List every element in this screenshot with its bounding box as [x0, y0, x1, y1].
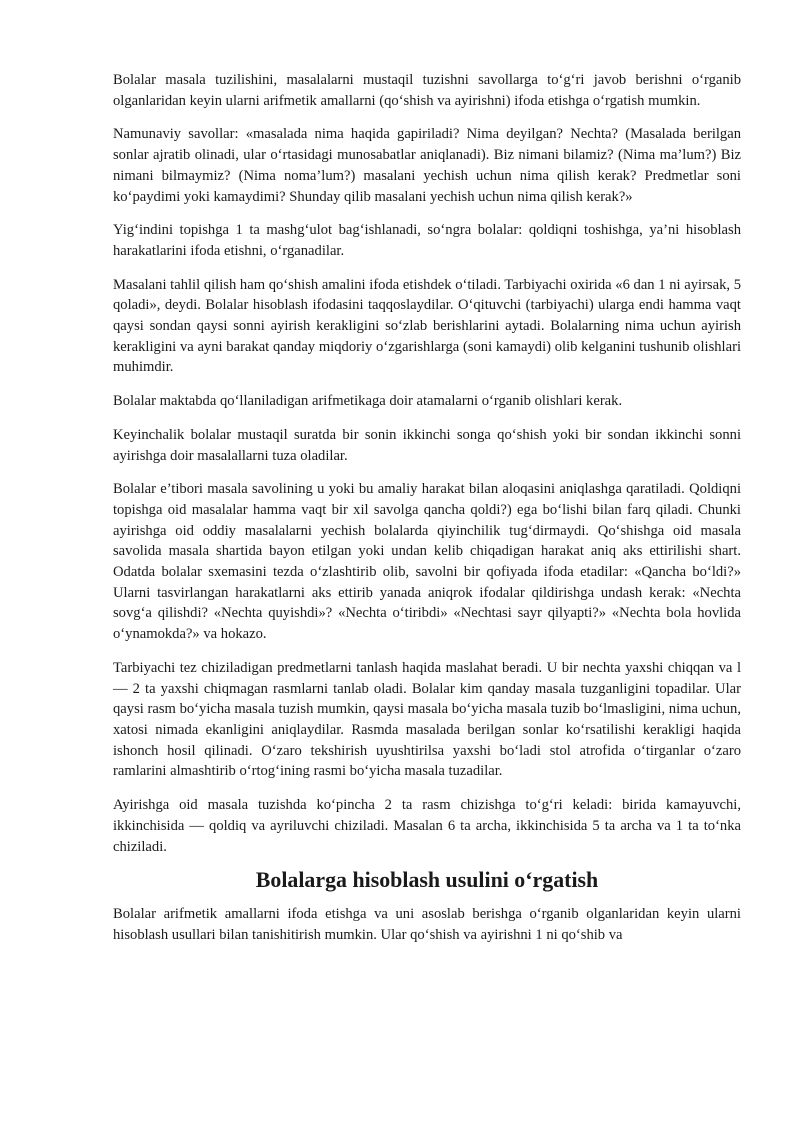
paragraph: Bolalar arifmetik amallarni ifoda etishga va uni asoslab berishga o‘rganib olganlaridan keyin ularni hisoblash usullari bilan tanishitirish mumkin. Ular qo‘shish va ayirishni 1 ni qo‘shib va	[113, 905, 741, 943]
paragraph: Namunaviy savollar: «masalada nima haqida gapiriladi? Nima deyilgan? Nechta? (Masalada berilgan sonlar ajratib olinadi, ular o‘rtasidagi munosabatlar aniqlanadi). Biz nimani bilamiz? (Nima ma’lum?) Biz nimani bilmaymiz? (Nima noma’lum?) masalani yechish uchun nima qilish kerak? Predmetlar soni ko‘paydimi yoki kamaydimi? Shunday qilib masalani yechish uchun nima qilish kerak?»	[113, 126, 741, 205]
paragraph: Tarbiyachi tez chiziladigan predmetlarni tanlash haqida maslahat beradi. U bir nechta yaxshi chiqqan va l — 2 ta yaxshi chiqmagan rasmlarni tanlab oladi. Bolalar kim qanday masala tuzganligini topadilar. Ular qaysi rasm bo‘yicha masala tuzish mumkin, qaysi masala bo‘yicha masala tuzib bo‘lmasligini, nima uchun, xatosi nimada ekanligini aniqlaydilar. Rasmda masalada berilgan sonlar ko‘rsatilishi kerakligi haqida ishonch hosil qilinadi. O‘zaro tekshirish uyushtirilsa yaxshi bo‘ladi stol atrofida o‘tirganlar o‘zaro ramlarini almashtirib o‘rtog‘ining rasmi bo‘yicha masala tuzadilar.	[113, 659, 741, 780]
paragraph: Masalani tahlil qilish ham qo‘shish amalini ifoda etishdek o‘tiladi. Tarbiyachi oxirida «6 dan 1 ni ayirsak, 5 qoladi», deydi. Bolalar hisoblash ifodasini taqqoslaydilar. O‘qituvchi (tarbiyachi) ularga endi hamma vaqt qaysi sondan qaysi sonni ayirish kerakligini so‘zlab berishlarini aytadi. Bolalarning nima uchun ayirish kerakligini va ayni barakat qanday miqdoriy o‘zgarishlarga (soni kamaydi) olib kelganini tushunib olishlari muhimdir.	[113, 276, 741, 376]
paragraph: Bolalar maktabda qo‘llaniladigan arifmetikaga doir atamalarni o‘rganib olishlari kerak.	[113, 393, 623, 410]
paragraph: Bolalar masala tuzilishini, masalalarni mustaqil tuzishni savollarga to‘g‘ri javob berishni o‘rganib olganlaridan keyin ularni arifmetik amallarni (qo‘shish va ayirishni) ifoda etishga o‘rgatish mumkin.	[113, 72, 741, 109]
paragraph: Keyinchalik bolalar mustaqil suratda bir sonin ikkinchi songa qo‘shish yoki bir sondan ikkinchi sonni ayirishga doir masalallarni tuza oladilar.	[113, 426, 741, 464]
paragraph: Yig‘indini topishga 1 ta mashg‘ulot bag‘ishlanadi, so‘ngra bolalar: qoldiqni toshishga, ya’ni hisoblash harakatlarini ifoda etishni, o‘rganadilar.	[113, 222, 741, 259]
paragraph: Ayirishga oid masala tuzishda ko‘pincha 2 ta rasm chizishga to‘g‘ri keladi: birida kamayuvchi, ikkinchisida — qoldiq va ayriluvchi chiziladi. Masalan 6 ta archa, ikkinchisida 5 ta archa va 1 ta to‘nka chiziladi.	[113, 797, 741, 855]
document-page	[113, 70, 741, 958]
paragraph: Bolalar e’tibori masala savolining u yoki bu amaliy harakat bilan aloqasini aniqlashga qaratiladi. Qoldiqni topishga oid masalalar hamma vaqt bir xil savolga qancha qoldi?) ega bo‘lishi bilan farq qiladi. Chunki ayirishga oid oddiy masalalarni yechish bolalarda qiyinchilik tug‘dirmaydi. Qo‘shishga oid masala savolida masala shartida bayon etilgan yoki undan kelib chiqadigan harakat aniq aks ettirilishi shart. Odatda bolalar sxemasini tezda o‘zlashtirib olib, savolni bir qofiyada ifoda etadilar: «Qancha bo‘ldi?» Ularni tasvirlangan harakatlarni aks ettirib yanada aniqrok ifodalar qildirishga undash kerak: «Nechta sovg‘a qilishdi? «Nechta quyishdi»? «Nechta o‘tiribdi» «Nechtasi sayr qilyapti?» «Nechta bola hovlida o‘ynamokda?» va hokazo.	[113, 481, 741, 643]
section-heading: Bolalarga hisoblash usulini o‘rgatish	[255, 867, 599, 893]
